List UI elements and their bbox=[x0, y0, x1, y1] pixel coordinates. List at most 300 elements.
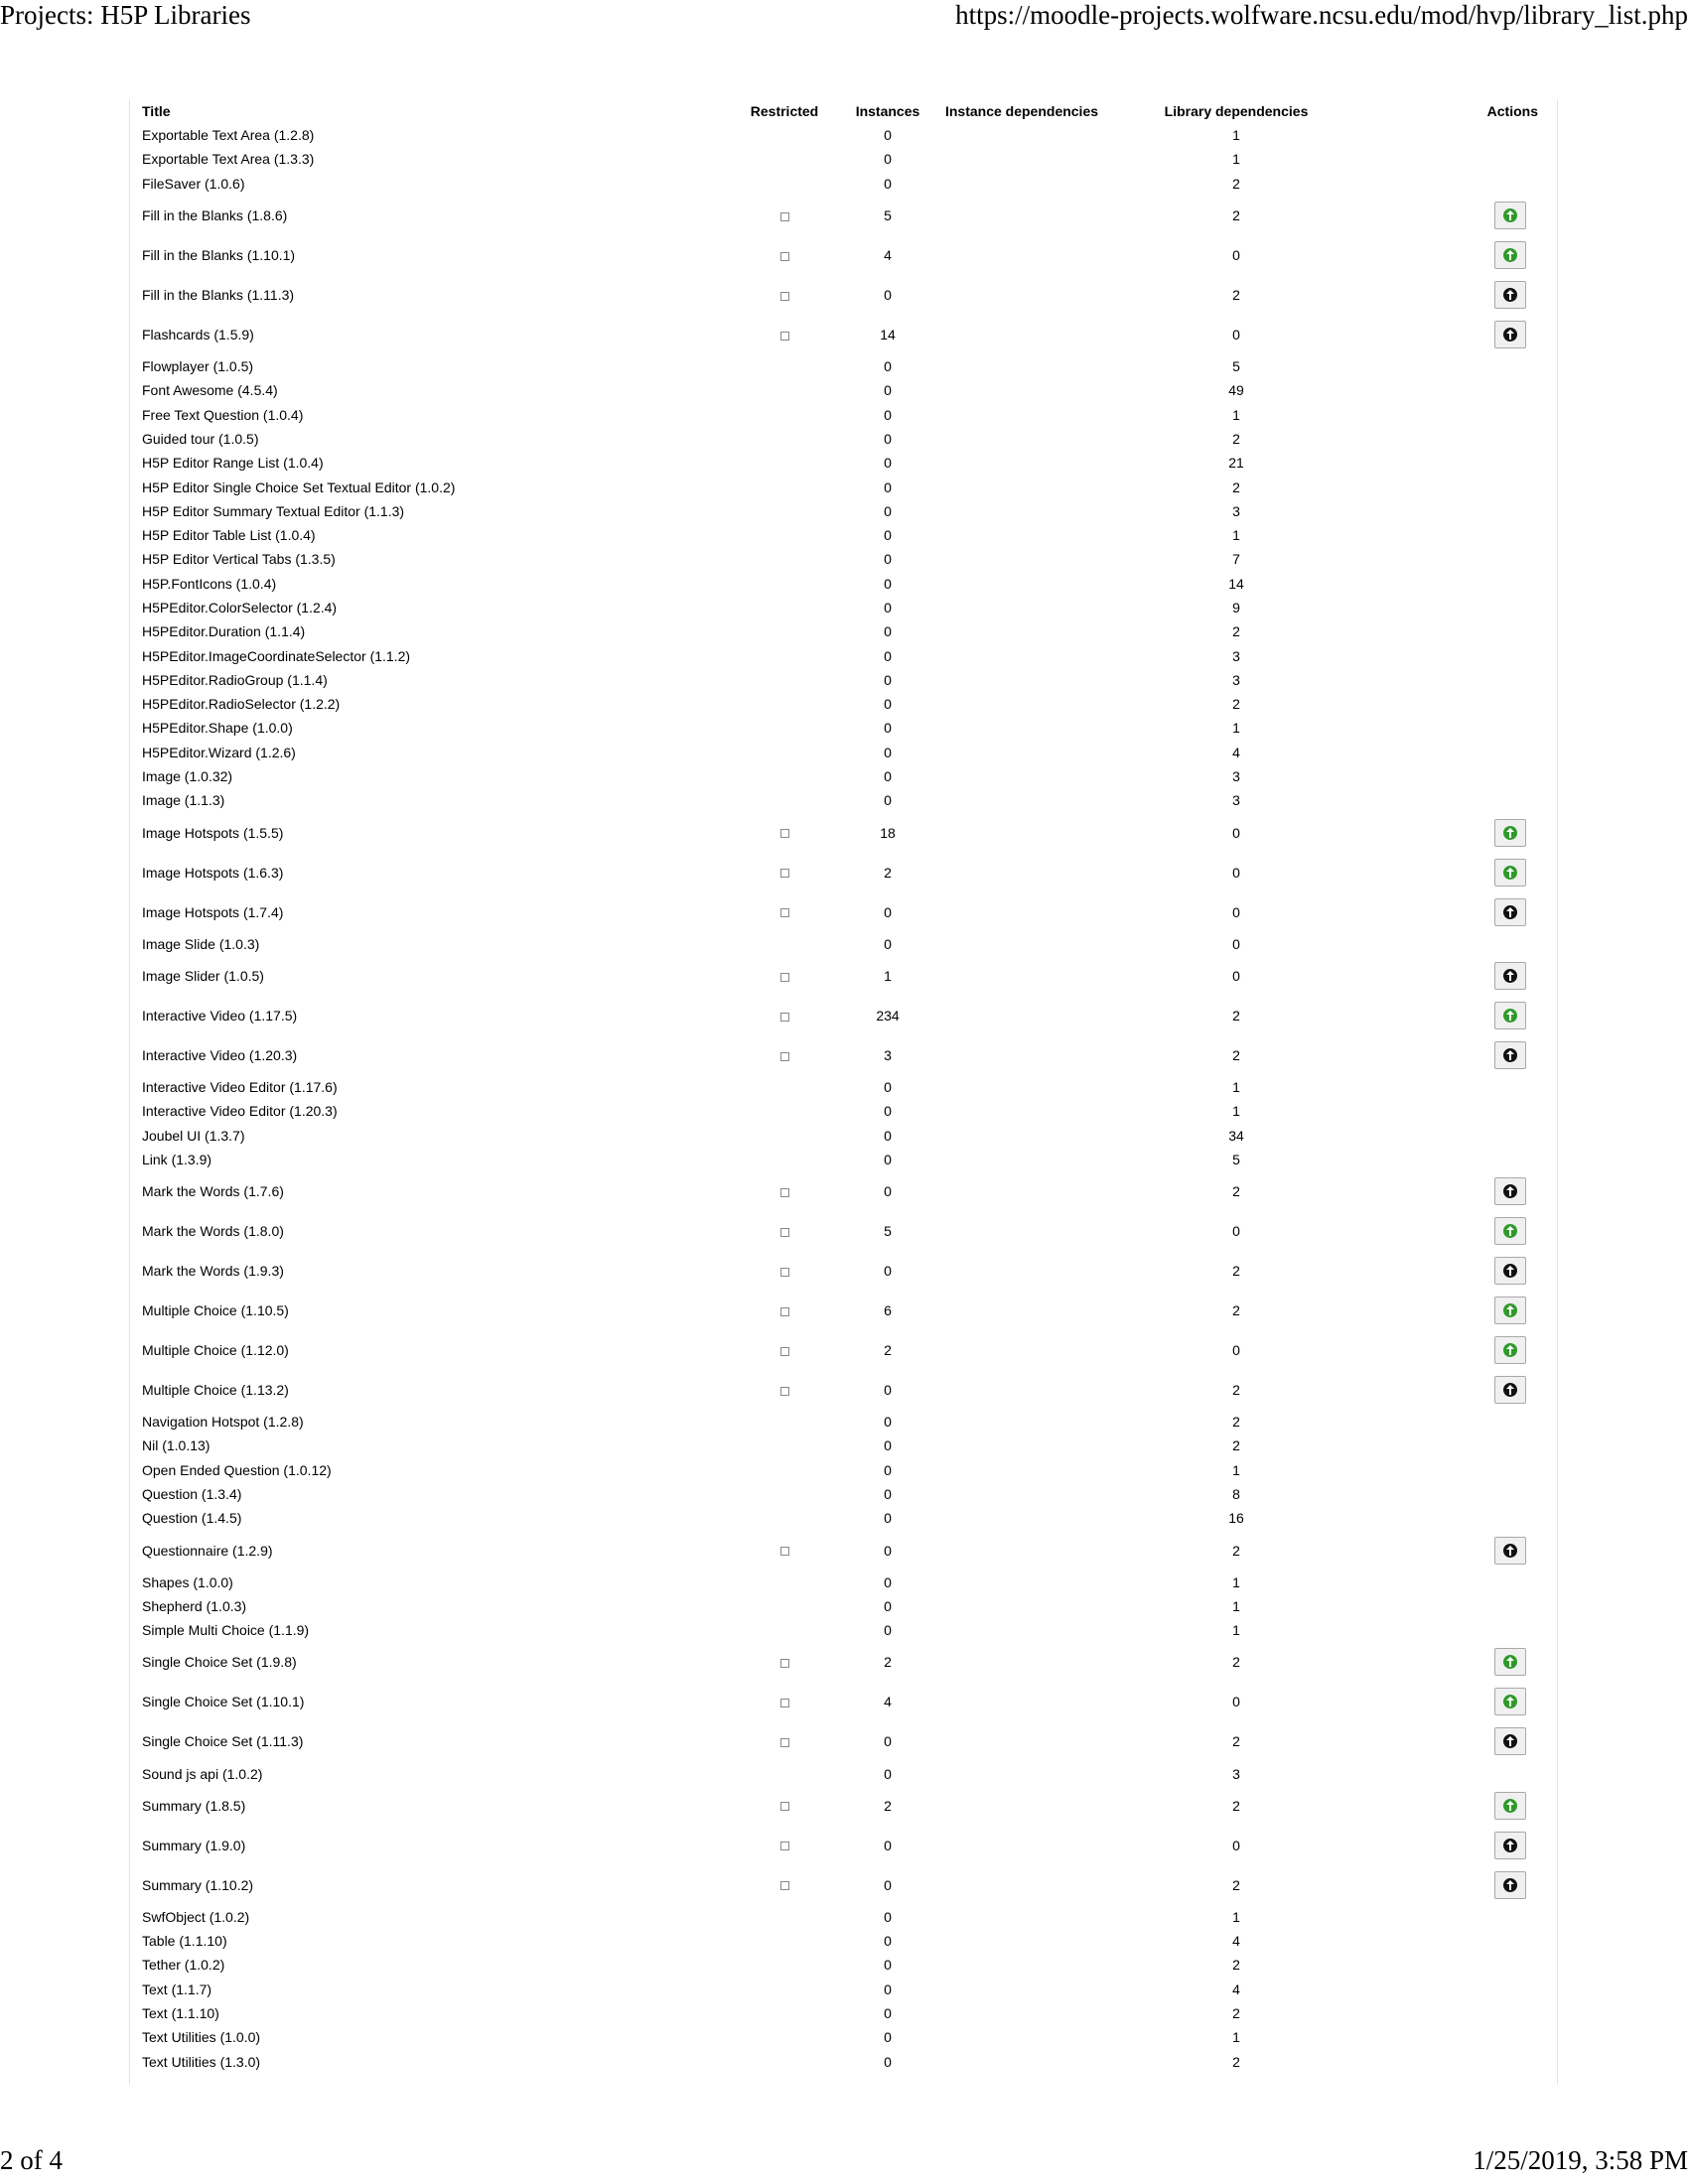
library-dependencies-count: 2 bbox=[1232, 1437, 1240, 1454]
table-row bbox=[142, 402, 1544, 426]
instance-dependencies-count bbox=[942, 378, 1101, 402]
library-dependencies-count: 0 bbox=[1232, 864, 1240, 881]
instance-dependencies-count bbox=[942, 1865, 1101, 1905]
col-header-restricted[interactable]: Restricted bbox=[750, 103, 819, 119]
instances-count: 4 bbox=[884, 1694, 892, 1710]
library-dependencies-count: 0 bbox=[1232, 1342, 1240, 1359]
table-row bbox=[142, 643, 1544, 667]
upgrade-button[interactable] bbox=[1494, 1257, 1526, 1285]
actions-cell bbox=[1371, 956, 1544, 996]
instances-count: 0 bbox=[884, 455, 892, 472]
upgrade-button[interactable] bbox=[1494, 1217, 1526, 1245]
instances-count: 0 bbox=[884, 151, 892, 168]
actions-cell bbox=[1371, 275, 1544, 315]
library-dependencies-count: 1 bbox=[1232, 1573, 1240, 1590]
upgrade-button[interactable] bbox=[1494, 202, 1526, 229]
library-dependencies-count: 4 bbox=[1232, 1933, 1240, 1950]
library-dependencies-count: 0 bbox=[1232, 903, 1240, 920]
upgrade-arrow-icon bbox=[1503, 288, 1517, 302]
restricted-cell bbox=[736, 1123, 833, 1147]
actions-cell bbox=[1371, 1370, 1544, 1410]
library-title: SwfObject (1.0.2) bbox=[142, 1908, 250, 1925]
restricted-checkbox[interactable] bbox=[780, 1013, 789, 1022]
library-title: Flashcards (1.5.9) bbox=[142, 326, 254, 342]
instances-count: 0 bbox=[884, 935, 892, 952]
instances-count: 0 bbox=[884, 671, 892, 688]
actions-cell bbox=[1371, 2001, 1544, 2025]
library-dependencies-count: 2 bbox=[1232, 206, 1240, 223]
restricted-cell bbox=[736, 1291, 833, 1330]
instance-dependencies-count bbox=[942, 1826, 1101, 1865]
library-title: Question (1.4.5) bbox=[142, 1510, 242, 1527]
table-row bbox=[142, 1370, 1544, 1410]
instances-count: 0 bbox=[884, 551, 892, 568]
restricted-cell bbox=[736, 1148, 833, 1171]
instances-count: 0 bbox=[884, 430, 892, 447]
actions-cell bbox=[1371, 716, 1544, 740]
restricted-cell bbox=[736, 996, 833, 1035]
table-row bbox=[142, 619, 1544, 643]
upgrade-button[interactable] bbox=[1494, 1648, 1526, 1676]
actions-cell bbox=[1371, 1642, 1544, 1682]
actions-cell bbox=[1371, 1594, 1544, 1618]
instance-dependencies-count bbox=[942, 523, 1101, 547]
library-title: Image (1.1.3) bbox=[142, 792, 225, 809]
table-row bbox=[142, 1099, 1544, 1123]
instance-dependencies-count bbox=[942, 1978, 1101, 2001]
table-row bbox=[142, 716, 1544, 740]
upgrade-button[interactable] bbox=[1494, 281, 1526, 309]
table-row bbox=[142, 1865, 1544, 1905]
table-row bbox=[142, 996, 1544, 1035]
restricted-checkbox[interactable] bbox=[780, 332, 789, 341]
restricted-cell bbox=[736, 1929, 833, 1953]
actions-cell bbox=[1371, 996, 1544, 1035]
upgrade-button[interactable] bbox=[1494, 1832, 1526, 1859]
upgrade-button[interactable] bbox=[1494, 241, 1526, 269]
table-row bbox=[142, 788, 1544, 812]
table-row bbox=[142, 499, 1544, 523]
instances-count: 234 bbox=[876, 1007, 900, 1024]
col-header-title[interactable]: Title bbox=[142, 103, 171, 119]
restricted-checkbox[interactable] bbox=[780, 1842, 789, 1850]
library-title: Image Slider (1.0.5) bbox=[142, 967, 264, 984]
restricted-cell bbox=[736, 1826, 833, 1865]
actions-cell bbox=[1371, 1075, 1544, 1099]
instances-count: 0 bbox=[884, 1876, 892, 1893]
library-dependencies-count: 0 bbox=[1232, 935, 1240, 952]
table-row bbox=[142, 275, 1544, 315]
actions-cell bbox=[1371, 451, 1544, 475]
library-title: Mark the Words (1.9.3) bbox=[142, 1263, 284, 1280]
restricted-cell bbox=[736, 172, 833, 196]
instances-count: 0 bbox=[884, 406, 892, 423]
instances-count: 0 bbox=[884, 1980, 892, 1997]
library-title: Flowplayer (1.0.5) bbox=[142, 358, 254, 375]
upgrade-button[interactable] bbox=[1494, 1297, 1526, 1324]
restricted-checkbox[interactable] bbox=[780, 869, 789, 878]
actions-cell bbox=[1371, 1433, 1544, 1457]
actions-cell bbox=[1371, 1171, 1544, 1211]
upgrade-button[interactable] bbox=[1494, 1336, 1526, 1364]
library-title: Image Hotspots (1.7.4) bbox=[142, 903, 284, 920]
library-title: H5PEditor.ImageCoordinateSelector (1.1.2) bbox=[142, 647, 411, 664]
restricted-checkbox[interactable] bbox=[780, 1052, 789, 1061]
instances-count: 0 bbox=[884, 1103, 892, 1120]
library-dependencies-count: 7 bbox=[1232, 551, 1240, 568]
library-dependencies-count: 2 bbox=[1232, 1183, 1240, 1200]
restricted-checkbox[interactable] bbox=[780, 212, 789, 221]
upgrade-button[interactable] bbox=[1494, 1537, 1526, 1565]
upgrade-button[interactable] bbox=[1494, 1002, 1526, 1029]
table-row bbox=[142, 147, 1544, 171]
library-title: H5PEditor.ColorSelector (1.2.4) bbox=[142, 600, 338, 615]
library-title: FileSaver (1.0.6) bbox=[142, 175, 245, 192]
restricted-checkbox[interactable] bbox=[780, 1699, 789, 1707]
table-row bbox=[142, 315, 1544, 354]
table-row bbox=[142, 1594, 1544, 1618]
library-title: Fill in the Blanks (1.10.1) bbox=[142, 246, 296, 263]
library-title: H5P Editor Table List (1.0.4) bbox=[142, 527, 316, 544]
restricted-cell bbox=[736, 1570, 833, 1594]
library-dependencies-count: 5 bbox=[1232, 358, 1240, 375]
library-dependencies-count: 2 bbox=[1232, 478, 1240, 495]
restricted-checkbox[interactable] bbox=[780, 292, 789, 301]
restricted-checkbox[interactable] bbox=[780, 1738, 789, 1747]
upgrade-button[interactable] bbox=[1494, 1727, 1526, 1755]
restricted-cell bbox=[736, 1211, 833, 1251]
actions-cell bbox=[1371, 172, 1544, 196]
actions-cell bbox=[1371, 853, 1544, 892]
restricted-cell bbox=[736, 716, 833, 740]
library-title: H5P Editor Single Choice Set Textual Editor (1.0.2) bbox=[142, 478, 456, 495]
actions-cell bbox=[1371, 547, 1544, 571]
library-title: H5PEditor.RadioGroup (1.1.4) bbox=[142, 671, 328, 688]
table-row bbox=[142, 1570, 1544, 1594]
instance-dependencies-count bbox=[942, 1211, 1101, 1251]
restricted-checkbox[interactable] bbox=[780, 1347, 789, 1356]
actions-cell bbox=[1371, 123, 1544, 147]
instances-count: 0 bbox=[884, 1542, 892, 1559]
actions-cell bbox=[1371, 1291, 1544, 1330]
library-dependencies-count: 0 bbox=[1232, 824, 1240, 841]
upgrade-button[interactable] bbox=[1494, 1871, 1526, 1899]
print-footer bbox=[0, 2145, 1688, 2176]
upgrade-arrow-icon bbox=[1503, 1878, 1517, 1892]
library-dependencies-count: 3 bbox=[1232, 768, 1240, 785]
library-title: Mark the Words (1.8.0) bbox=[142, 1223, 284, 1240]
table-row bbox=[142, 813, 1544, 853]
actions-cell bbox=[1371, 813, 1544, 853]
instance-dependencies-count bbox=[942, 1251, 1101, 1291]
page-number: 2 of 4 bbox=[0, 2145, 63, 2175]
instance-dependencies-count bbox=[942, 235, 1101, 275]
actions-cell bbox=[1371, 764, 1544, 788]
library-dependencies-count: 1 bbox=[1232, 2029, 1240, 2046]
upgrade-arrow-icon bbox=[1503, 866, 1517, 880]
actions-cell bbox=[1371, 1410, 1544, 1433]
upgrade-button[interactable] bbox=[1494, 321, 1526, 348]
restricted-cell bbox=[736, 1618, 833, 1642]
instances-count: 0 bbox=[884, 1765, 892, 1782]
table-row bbox=[142, 932, 1544, 956]
table-row bbox=[142, 1642, 1544, 1682]
instances-count: 0 bbox=[884, 2029, 892, 2046]
library-dependencies-count: 2 bbox=[1232, 175, 1240, 192]
upgrade-arrow-icon bbox=[1503, 1343, 1517, 1357]
actions-cell bbox=[1371, 1905, 1544, 1929]
upgrade-button[interactable] bbox=[1494, 1041, 1526, 1069]
print-header bbox=[0, 0, 1688, 31]
restricted-cell bbox=[736, 1251, 833, 1291]
instances-count: 0 bbox=[884, 1263, 892, 1280]
upgrade-arrow-icon bbox=[1503, 1184, 1517, 1198]
table-row bbox=[142, 1251, 1544, 1291]
actions-cell bbox=[1371, 932, 1544, 956]
library-title: Shapes (1.0.0) bbox=[142, 1573, 233, 1590]
upgrade-button[interactable] bbox=[1494, 1376, 1526, 1404]
restricted-cell bbox=[736, 1761, 833, 1785]
library-dependencies-count: 2 bbox=[1232, 1542, 1240, 1559]
library-title: Navigation Hotspot (1.2.8) bbox=[142, 1414, 304, 1431]
restricted-cell bbox=[736, 1410, 833, 1433]
restricted-cell bbox=[736, 1978, 833, 2001]
upgrade-button[interactable] bbox=[1494, 1792, 1526, 1820]
library-dependencies-count: 0 bbox=[1232, 246, 1240, 263]
instance-dependencies-count bbox=[942, 2001, 1101, 2025]
actions-cell bbox=[1371, 1035, 1544, 1075]
actions-cell bbox=[1371, 1506, 1544, 1530]
actions-cell bbox=[1371, 1786, 1544, 1826]
library-dependencies-count: 1 bbox=[1232, 127, 1240, 144]
library-dependencies-count: 2 bbox=[1232, 1797, 1240, 1814]
instances-count: 0 bbox=[884, 502, 892, 519]
instance-dependencies-count bbox=[942, 643, 1101, 667]
instance-dependencies-count bbox=[942, 1458, 1101, 1482]
upgrade-arrow-icon bbox=[1503, 248, 1517, 262]
col-header-instances[interactable]: Instances bbox=[855, 103, 920, 119]
instances-count: 14 bbox=[880, 326, 896, 342]
library-title: Text Utilities (1.3.0) bbox=[142, 2053, 261, 2070]
page-title: Projects: H5P Libraries bbox=[0, 0, 251, 30]
restricted-checkbox[interactable] bbox=[780, 1547, 789, 1556]
upgrade-arrow-icon bbox=[1503, 1695, 1517, 1708]
library-title: H5P Editor Range List (1.0.4) bbox=[142, 455, 324, 472]
restricted-cell bbox=[736, 788, 833, 812]
library-title: Interactive Video Editor (1.17.6) bbox=[142, 1078, 338, 1095]
library-dependencies-count: 16 bbox=[1228, 1510, 1244, 1527]
restricted-cell bbox=[736, 2025, 833, 2049]
actions-cell bbox=[1371, 619, 1544, 643]
instances-count: 0 bbox=[884, 1510, 892, 1527]
table-row bbox=[142, 1410, 1544, 1433]
instances-count: 2 bbox=[884, 1342, 892, 1359]
instances-count: 0 bbox=[884, 527, 892, 544]
upgrade-arrow-icon bbox=[1503, 1839, 1517, 1852]
upgrade-arrow-icon bbox=[1503, 826, 1517, 840]
actions-cell bbox=[1371, 427, 1544, 451]
library-title: Single Choice Set (1.11.3) bbox=[142, 1733, 304, 1750]
restricted-cell bbox=[736, 315, 833, 354]
library-title: H5PEditor.Wizard (1.2.6) bbox=[142, 744, 296, 760]
restricted-cell bbox=[736, 1506, 833, 1530]
library-dependencies-count: 2 bbox=[1232, 430, 1240, 447]
instances-count: 1 bbox=[884, 967, 892, 984]
upgrade-button[interactable] bbox=[1494, 1688, 1526, 1715]
instance-dependencies-count bbox=[942, 1594, 1101, 1618]
library-dependencies-count: 14 bbox=[1228, 575, 1244, 592]
actions-cell bbox=[1371, 1826, 1544, 1865]
restricted-checkbox[interactable] bbox=[780, 1881, 789, 1890]
instances-count: 0 bbox=[884, 600, 892, 615]
restricted-checkbox[interactable] bbox=[780, 252, 789, 261]
table-row bbox=[142, 1721, 1544, 1761]
restricted-cell bbox=[736, 1035, 833, 1075]
restricted-cell bbox=[736, 196, 833, 235]
restricted-cell bbox=[736, 764, 833, 788]
restricted-cell bbox=[736, 275, 833, 315]
actions-cell bbox=[1371, 1929, 1544, 1953]
restricted-cell bbox=[736, 378, 833, 402]
library-title: Multiple Choice (1.12.0) bbox=[142, 1342, 289, 1359]
library-dependencies-count: 2 bbox=[1232, 1733, 1240, 1750]
library-title: Interactive Video Editor (1.20.3) bbox=[142, 1103, 338, 1120]
col-header-library-dependencies[interactable]: Library dependencies bbox=[1164, 103, 1309, 119]
actions-cell bbox=[1371, 1099, 1544, 1123]
restricted-checkbox[interactable] bbox=[780, 908, 789, 917]
actions-cell bbox=[1371, 892, 1544, 932]
instances-count: 0 bbox=[884, 175, 892, 192]
library-title: H5PEditor.Duration (1.1.4) bbox=[142, 623, 306, 640]
restricted-cell bbox=[736, 1433, 833, 1457]
restricted-checkbox[interactable] bbox=[780, 1387, 789, 1396]
library-title: Open Ended Question (1.0.12) bbox=[142, 1461, 332, 1478]
table-row bbox=[142, 1148, 1544, 1171]
table-row bbox=[142, 1929, 1544, 1953]
restricted-cell bbox=[736, 1171, 833, 1211]
upgrade-button[interactable] bbox=[1494, 898, 1526, 926]
restricted-checkbox[interactable] bbox=[780, 1659, 789, 1668]
library-dependencies-count: 1 bbox=[1232, 1078, 1240, 1095]
actions-cell bbox=[1371, 147, 1544, 171]
restricted-cell bbox=[736, 572, 833, 596]
table-row bbox=[142, 1075, 1544, 1099]
upgrade-arrow-icon bbox=[1503, 208, 1517, 222]
table-row bbox=[142, 741, 1544, 764]
instance-dependencies-count bbox=[942, 1570, 1101, 1594]
actions-cell bbox=[1371, 1482, 1544, 1506]
restricted-cell bbox=[736, 692, 833, 716]
instances-count: 0 bbox=[884, 478, 892, 495]
instance-dependencies-count bbox=[942, 813, 1101, 853]
restricted-cell bbox=[736, 235, 833, 275]
instances-count: 0 bbox=[884, 1183, 892, 1200]
instance-dependencies-count bbox=[942, 354, 1101, 378]
restricted-cell bbox=[736, 475, 833, 498]
library-title: Table (1.1.10) bbox=[142, 1933, 227, 1950]
library-title: Image Slide (1.0.3) bbox=[142, 935, 260, 952]
restricted-checkbox[interactable] bbox=[780, 1188, 789, 1197]
library-title: H5PEditor.Shape (1.0.0) bbox=[142, 720, 293, 737]
upgrade-button[interactable] bbox=[1494, 1177, 1526, 1205]
restricted-checkbox[interactable] bbox=[780, 1228, 789, 1237]
instance-dependencies-count bbox=[942, 956, 1101, 996]
restricted-checkbox[interactable] bbox=[780, 1307, 789, 1316]
restricted-checkbox[interactable] bbox=[780, 1802, 789, 1811]
library-dependencies-count: 0 bbox=[1232, 1223, 1240, 1240]
restricted-cell bbox=[736, 956, 833, 996]
instance-dependencies-count bbox=[942, 1721, 1101, 1761]
restricted-checkbox[interactable] bbox=[780, 829, 789, 838]
instances-count: 0 bbox=[884, 1573, 892, 1590]
instance-dependencies-count bbox=[942, 1148, 1101, 1171]
instances-count: 5 bbox=[884, 1223, 892, 1240]
library-dependencies-count: 1 bbox=[1232, 1597, 1240, 1614]
library-dependencies-count: 0 bbox=[1232, 1694, 1240, 1710]
table-row bbox=[142, 692, 1544, 716]
upgrade-button[interactable] bbox=[1494, 962, 1526, 990]
restricted-cell bbox=[736, 932, 833, 956]
instances-count: 0 bbox=[884, 696, 892, 713]
upgrade-arrow-icon bbox=[1503, 1303, 1517, 1317]
library-dependencies-count: 2 bbox=[1232, 1414, 1240, 1431]
upgrade-button[interactable] bbox=[1494, 859, 1526, 887]
actions-cell bbox=[1371, 1865, 1544, 1905]
library-title: Tether (1.0.2) bbox=[142, 1957, 225, 1974]
restricted-checkbox[interactable] bbox=[780, 973, 789, 982]
restricted-checkbox[interactable] bbox=[780, 1268, 789, 1277]
table-row bbox=[142, 668, 1544, 692]
upgrade-button[interactable] bbox=[1494, 819, 1526, 847]
instances-count: 0 bbox=[884, 768, 892, 785]
library-title: Guided tour (1.0.5) bbox=[142, 430, 259, 447]
instances-count: 0 bbox=[884, 1414, 892, 1431]
instance-dependencies-count bbox=[942, 668, 1101, 692]
library-title: Single Choice Set (1.10.1) bbox=[142, 1694, 305, 1710]
library-dependencies-count: 1 bbox=[1232, 1908, 1240, 1925]
instances-count: 0 bbox=[884, 286, 892, 303]
table-row bbox=[142, 1211, 1544, 1251]
instances-count: 0 bbox=[884, 358, 892, 375]
instances-count: 0 bbox=[884, 1078, 892, 1095]
library-title: Font Awesome (4.5.4) bbox=[142, 382, 278, 399]
upgrade-arrow-icon bbox=[1503, 1799, 1517, 1813]
col-header-instance-dependencies[interactable]: Instance dependencies bbox=[944, 103, 1099, 119]
library-title: Text Utilities (1.0.0) bbox=[142, 2029, 261, 2046]
instances-count: 0 bbox=[884, 2053, 892, 2070]
actions-cell bbox=[1371, 643, 1544, 667]
instance-dependencies-count bbox=[942, 172, 1101, 196]
library-dependencies-count: 2 bbox=[1232, 2053, 1240, 2070]
actions-cell bbox=[1371, 668, 1544, 692]
instances-count: 2 bbox=[884, 1654, 892, 1671]
instance-dependencies-count bbox=[942, 1171, 1101, 1211]
instances-count: 0 bbox=[884, 2005, 892, 2022]
restricted-cell bbox=[736, 123, 833, 147]
instances-count: 4 bbox=[884, 246, 892, 263]
table-row bbox=[142, 1618, 1544, 1642]
table-row bbox=[142, 1171, 1544, 1211]
restricted-cell bbox=[736, 1075, 833, 1099]
instance-dependencies-count bbox=[942, 932, 1101, 956]
restricted-cell bbox=[736, 1865, 833, 1905]
library-dependencies-count: 2 bbox=[1232, 1654, 1240, 1671]
restricted-cell bbox=[736, 1482, 833, 1506]
col-header-actions: Actions bbox=[1486, 103, 1538, 119]
instance-dependencies-count bbox=[942, 996, 1101, 1035]
instance-dependencies-count bbox=[942, 764, 1101, 788]
table-row bbox=[142, 1761, 1544, 1785]
